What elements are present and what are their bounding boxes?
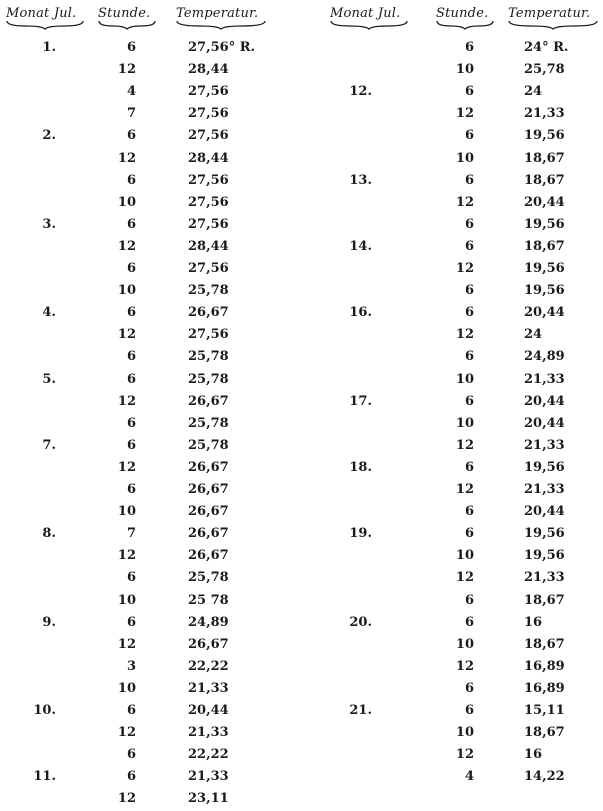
hour-cell: 6 bbox=[464, 680, 474, 696]
hour-cell: 12 bbox=[117, 548, 136, 564]
temp-cell: 20,44 bbox=[188, 703, 229, 718]
table-row bbox=[0, 84, 300, 104]
hour-cell: 6 bbox=[126, 614, 136, 630]
hour-cell: 6 bbox=[126, 216, 136, 232]
temp-cell: 22,22 bbox=[188, 747, 229, 763]
temp-cell: 21,33 bbox=[524, 482, 565, 497]
table-row bbox=[300, 394, 603, 414]
table-row bbox=[0, 791, 300, 811]
hour-cell: 10 bbox=[455, 62, 474, 78]
table-row bbox=[0, 438, 300, 458]
hour-cell: 10 bbox=[117, 194, 136, 210]
table-row bbox=[0, 327, 300, 347]
hour-cell: 6 bbox=[464, 84, 474, 100]
table-row bbox=[300, 195, 603, 215]
hour-cell: 3 bbox=[126, 658, 136, 674]
hour-cell: 6 bbox=[464, 172, 474, 188]
table-row bbox=[0, 349, 300, 369]
table-row bbox=[300, 239, 603, 259]
hour-cell: 12 bbox=[455, 106, 474, 122]
temp-cell: 25,78 bbox=[188, 415, 229, 431]
temp-cell: 20,44 bbox=[524, 305, 565, 321]
table-row bbox=[0, 151, 300, 171]
table-row bbox=[0, 62, 300, 82]
hour-cell: 6 bbox=[126, 769, 136, 785]
temp-cell: 21,33 bbox=[524, 371, 565, 387]
day-cell: 14. bbox=[349, 238, 372, 254]
temp-cell: 20,44 bbox=[524, 393, 565, 409]
hour-cell: 10 bbox=[455, 725, 474, 741]
hour-cell: 6 bbox=[126, 747, 136, 763]
hour-cell: 7 bbox=[126, 106, 136, 122]
hour-cell: 10 bbox=[455, 371, 474, 387]
table-row bbox=[300, 504, 603, 524]
temp-cell: 19,56 bbox=[524, 261, 565, 276]
temp-cell: 26,67 bbox=[188, 459, 229, 475]
table-row bbox=[0, 40, 300, 60]
day-cell: 13. bbox=[349, 172, 372, 188]
table-row bbox=[300, 460, 603, 480]
hour-cell: 6 bbox=[464, 614, 474, 630]
table-row bbox=[0, 239, 300, 259]
temp-cell: 26,67 bbox=[188, 526, 229, 542]
table-row bbox=[0, 615, 300, 635]
table-row bbox=[300, 372, 603, 392]
temp-cell: 19,56 bbox=[524, 548, 565, 564]
table-row bbox=[300, 128, 603, 148]
temp-cell: 14,22 bbox=[524, 769, 565, 785]
table-row bbox=[300, 84, 603, 104]
hour-cell: 6 bbox=[126, 703, 136, 718]
hour-cell: 4 bbox=[464, 769, 474, 785]
table-row bbox=[0, 482, 300, 502]
temp-cell: 21,33 bbox=[524, 106, 565, 122]
temp-cell: 21,33 bbox=[188, 725, 229, 741]
temp-cell: 24 bbox=[524, 327, 543, 343]
temp-cell: 20,44 bbox=[524, 415, 565, 431]
table-row bbox=[300, 615, 603, 635]
table-row bbox=[0, 681, 300, 701]
temp-cell: 18,67 bbox=[524, 725, 565, 741]
temp-cell: 27,56 bbox=[188, 106, 229, 122]
table-row bbox=[0, 570, 300, 590]
day-cell: 17. bbox=[349, 393, 372, 409]
table-row bbox=[300, 62, 603, 82]
brace-icon bbox=[98, 20, 156, 30]
hour-cell: 6 bbox=[464, 283, 474, 299]
temp-cell: 28,44 bbox=[188, 62, 229, 78]
temp-cell: 24,89 bbox=[188, 614, 229, 630]
table-row bbox=[300, 482, 603, 502]
hour-cell: 6 bbox=[464, 349, 474, 365]
table-row bbox=[0, 261, 300, 281]
hour-cell: 10 bbox=[117, 680, 136, 696]
hour-cell: 12 bbox=[117, 150, 136, 166]
hour-cell: 6 bbox=[126, 40, 136, 55]
table-row bbox=[0, 526, 300, 546]
day-cell: 20. bbox=[349, 614, 372, 630]
temp-cell: 27,56 bbox=[188, 194, 229, 210]
temp-cell: 18,67 bbox=[524, 238, 565, 254]
table-row bbox=[0, 106, 300, 126]
temp-cell: 23,11 bbox=[188, 791, 229, 807]
temp-cell: 28,44 bbox=[188, 150, 229, 166]
temp-cell: 27,56 bbox=[188, 327, 229, 343]
temp-cell: 24° R. bbox=[524, 40, 569, 55]
temp-cell: 24,89 bbox=[524, 349, 565, 365]
hour-cell: 6 bbox=[464, 592, 474, 608]
table-row bbox=[300, 548, 603, 568]
hour-cell: 10 bbox=[117, 283, 136, 299]
hour-cell: 6 bbox=[126, 371, 136, 387]
temp-cell: 18,67 bbox=[524, 150, 565, 166]
day-cell: 8. bbox=[42, 526, 56, 542]
hour-cell: 10 bbox=[455, 150, 474, 166]
temp-cell: 26,67 bbox=[188, 548, 229, 564]
table-row bbox=[0, 637, 300, 657]
table-row bbox=[0, 195, 300, 215]
temp-cell: 26,67 bbox=[188, 393, 229, 409]
header-temp-left: Temperatur. bbox=[176, 6, 266, 30]
table-row bbox=[0, 593, 300, 613]
table-row bbox=[300, 593, 603, 613]
temp-cell: 20,44 bbox=[524, 194, 565, 210]
hour-cell: 6 bbox=[126, 261, 136, 276]
table-row bbox=[0, 372, 300, 392]
hour-cell: 6 bbox=[464, 459, 474, 475]
table-row bbox=[300, 703, 603, 723]
temp-cell: 21,33 bbox=[524, 437, 565, 453]
hour-cell: 12 bbox=[117, 636, 136, 652]
temp-cell: 19,56 bbox=[524, 459, 565, 475]
hour-cell: 12 bbox=[117, 725, 136, 741]
temp-cell: 21,33 bbox=[188, 769, 229, 785]
hour-cell: 12 bbox=[117, 327, 136, 343]
temp-cell: 26,67 bbox=[188, 504, 229, 520]
hour-cell: 6 bbox=[126, 415, 136, 431]
header-hour-left: Stunde. bbox=[98, 6, 156, 30]
day-cell: 1. bbox=[42, 40, 56, 55]
table-row bbox=[0, 703, 300, 723]
table-row bbox=[0, 725, 300, 745]
hour-cell: 12 bbox=[117, 238, 136, 254]
temp-cell: 25,78 bbox=[188, 437, 229, 453]
table-row bbox=[300, 659, 603, 679]
temp-cell: 19,56 bbox=[524, 283, 565, 299]
table-row bbox=[300, 769, 603, 789]
hour-cell: 6 bbox=[126, 305, 136, 321]
day-cell: 21. bbox=[349, 703, 372, 718]
hour-cell: 6 bbox=[126, 482, 136, 497]
temp-cell: 19,56 bbox=[524, 128, 565, 144]
hour-cell: 12 bbox=[455, 261, 474, 276]
temp-cell: 27,56 bbox=[188, 261, 229, 276]
temp-cell: 27,56 bbox=[188, 84, 229, 100]
temp-cell: 22,22 bbox=[188, 658, 229, 674]
temp-cell: 21,33 bbox=[188, 680, 229, 696]
header-month-right: Monat Jul. bbox=[330, 6, 408, 30]
table-row bbox=[300, 438, 603, 458]
brace-icon bbox=[330, 20, 408, 30]
temp-cell: 25,78 bbox=[188, 570, 229, 586]
temp-cell: 25,78 bbox=[188, 349, 229, 365]
day-cell: 19. bbox=[349, 526, 372, 542]
hour-cell: 12 bbox=[455, 482, 474, 497]
table-row bbox=[300, 327, 603, 347]
hour-cell: 10 bbox=[455, 636, 474, 652]
temp-cell: 27,56 bbox=[188, 128, 229, 144]
temp-cell: 16,89 bbox=[524, 658, 565, 674]
temp-cell: 25,78 bbox=[188, 371, 229, 387]
temp-cell: 16 bbox=[524, 614, 543, 630]
hour-cell: 12 bbox=[117, 62, 136, 78]
day-cell: 4. bbox=[42, 305, 56, 321]
temp-cell: 16 bbox=[524, 747, 543, 763]
hour-cell: 12 bbox=[455, 327, 474, 343]
temp-cell: 18,67 bbox=[524, 172, 565, 188]
hour-cell: 12 bbox=[455, 658, 474, 674]
hour-cell: 6 bbox=[126, 437, 136, 453]
hour-cell: 7 bbox=[126, 526, 136, 542]
temp-cell: 16,89 bbox=[524, 680, 565, 696]
table-row bbox=[0, 128, 300, 148]
brace-icon bbox=[176, 20, 266, 30]
hour-cell: 6 bbox=[126, 349, 136, 365]
temp-cell: 25 78 bbox=[188, 592, 229, 608]
table-row bbox=[0, 504, 300, 524]
table-row bbox=[300, 283, 603, 303]
hour-cell: 6 bbox=[464, 703, 474, 718]
day-cell: 18. bbox=[349, 459, 372, 475]
hour-cell: 12 bbox=[455, 194, 474, 210]
temp-cell: 26,67 bbox=[188, 305, 229, 321]
day-cell: 9. bbox=[42, 614, 56, 630]
table-row bbox=[300, 725, 603, 745]
table-row bbox=[300, 416, 603, 436]
temp-cell: 27,56 bbox=[188, 216, 229, 232]
day-cell: 11. bbox=[33, 769, 56, 785]
temp-cell: 25,78 bbox=[188, 283, 229, 299]
day-cell: 10. bbox=[33, 703, 56, 718]
hour-cell: 6 bbox=[126, 570, 136, 586]
hour-cell: 6 bbox=[464, 238, 474, 254]
table-row bbox=[300, 261, 603, 281]
table-row bbox=[0, 548, 300, 568]
table-row bbox=[300, 40, 603, 60]
temp-cell: 21,33 bbox=[524, 570, 565, 586]
hour-cell: 6 bbox=[464, 128, 474, 144]
hour-cell: 6 bbox=[464, 216, 474, 232]
temp-cell: 19,56 bbox=[524, 216, 565, 232]
table-row bbox=[300, 349, 603, 369]
temp-cell: 28,44 bbox=[188, 238, 229, 254]
hour-cell: 12 bbox=[455, 437, 474, 453]
table-row bbox=[0, 416, 300, 436]
table-row bbox=[300, 106, 603, 126]
temp-cell: 18,67 bbox=[524, 592, 565, 608]
temp-cell: 24 bbox=[524, 84, 543, 100]
temp-cell: 26,67 bbox=[188, 482, 229, 497]
day-cell: 3. bbox=[42, 216, 56, 232]
hour-cell: 6 bbox=[126, 128, 136, 144]
hour-cell: 10 bbox=[455, 548, 474, 564]
table-row bbox=[0, 283, 300, 303]
day-cell: 12. bbox=[349, 84, 372, 100]
hour-cell: 6 bbox=[464, 393, 474, 409]
brace-icon bbox=[6, 20, 84, 30]
header-temp-right: Temperatur. bbox=[508, 6, 598, 30]
temp-cell: 19,56 bbox=[524, 526, 565, 542]
day-cell: 16. bbox=[349, 305, 372, 321]
hour-cell: 6 bbox=[464, 526, 474, 542]
hour-cell: 12 bbox=[455, 570, 474, 586]
hour-cell: 6 bbox=[464, 305, 474, 321]
table-row bbox=[300, 570, 603, 590]
temp-cell: 25,78 bbox=[524, 62, 565, 78]
header-month-left: Monat Jul. bbox=[6, 6, 84, 30]
temp-cell: 18,67 bbox=[524, 636, 565, 652]
hour-cell: 10 bbox=[117, 504, 136, 520]
day-cell: 5. bbox=[42, 371, 56, 387]
temp-cell: 15,11 bbox=[524, 703, 565, 718]
hour-cell: 6 bbox=[464, 504, 474, 520]
table-row bbox=[0, 394, 300, 414]
table-row bbox=[300, 151, 603, 171]
table-row bbox=[0, 217, 300, 237]
table-row bbox=[0, 305, 300, 325]
brace-icon bbox=[436, 20, 494, 30]
table-row bbox=[0, 460, 300, 480]
table-row bbox=[0, 769, 300, 789]
hour-cell: 4 bbox=[126, 84, 136, 100]
hour-cell: 12 bbox=[117, 459, 136, 475]
temp-cell: 27,56° R. bbox=[188, 40, 256, 55]
hour-cell: 10 bbox=[455, 415, 474, 431]
hour-cell: 12 bbox=[117, 393, 136, 409]
day-cell: 7. bbox=[42, 437, 56, 453]
table-row bbox=[0, 173, 300, 193]
table-row bbox=[300, 217, 603, 237]
table-row bbox=[0, 659, 300, 679]
hour-cell: 12 bbox=[117, 791, 136, 807]
temp-cell: 27,56 bbox=[188, 172, 229, 188]
table-row bbox=[300, 637, 603, 657]
table-row bbox=[300, 681, 603, 701]
hour-cell: 10 bbox=[117, 592, 136, 608]
hour-cell: 6 bbox=[464, 40, 474, 55]
header-hour-right: Stunde. bbox=[436, 6, 494, 30]
table-row bbox=[0, 747, 300, 767]
table-row bbox=[300, 747, 603, 767]
hour-cell: 6 bbox=[126, 172, 136, 188]
temp-cell: 26,67 bbox=[188, 636, 229, 652]
table-row bbox=[300, 305, 603, 325]
temp-cell: 20,44 bbox=[524, 504, 565, 520]
day-cell: 2. bbox=[42, 128, 56, 144]
brace-icon bbox=[508, 20, 598, 30]
table-row bbox=[300, 526, 603, 546]
table-row bbox=[300, 173, 603, 193]
hour-cell: 12 bbox=[455, 747, 474, 763]
